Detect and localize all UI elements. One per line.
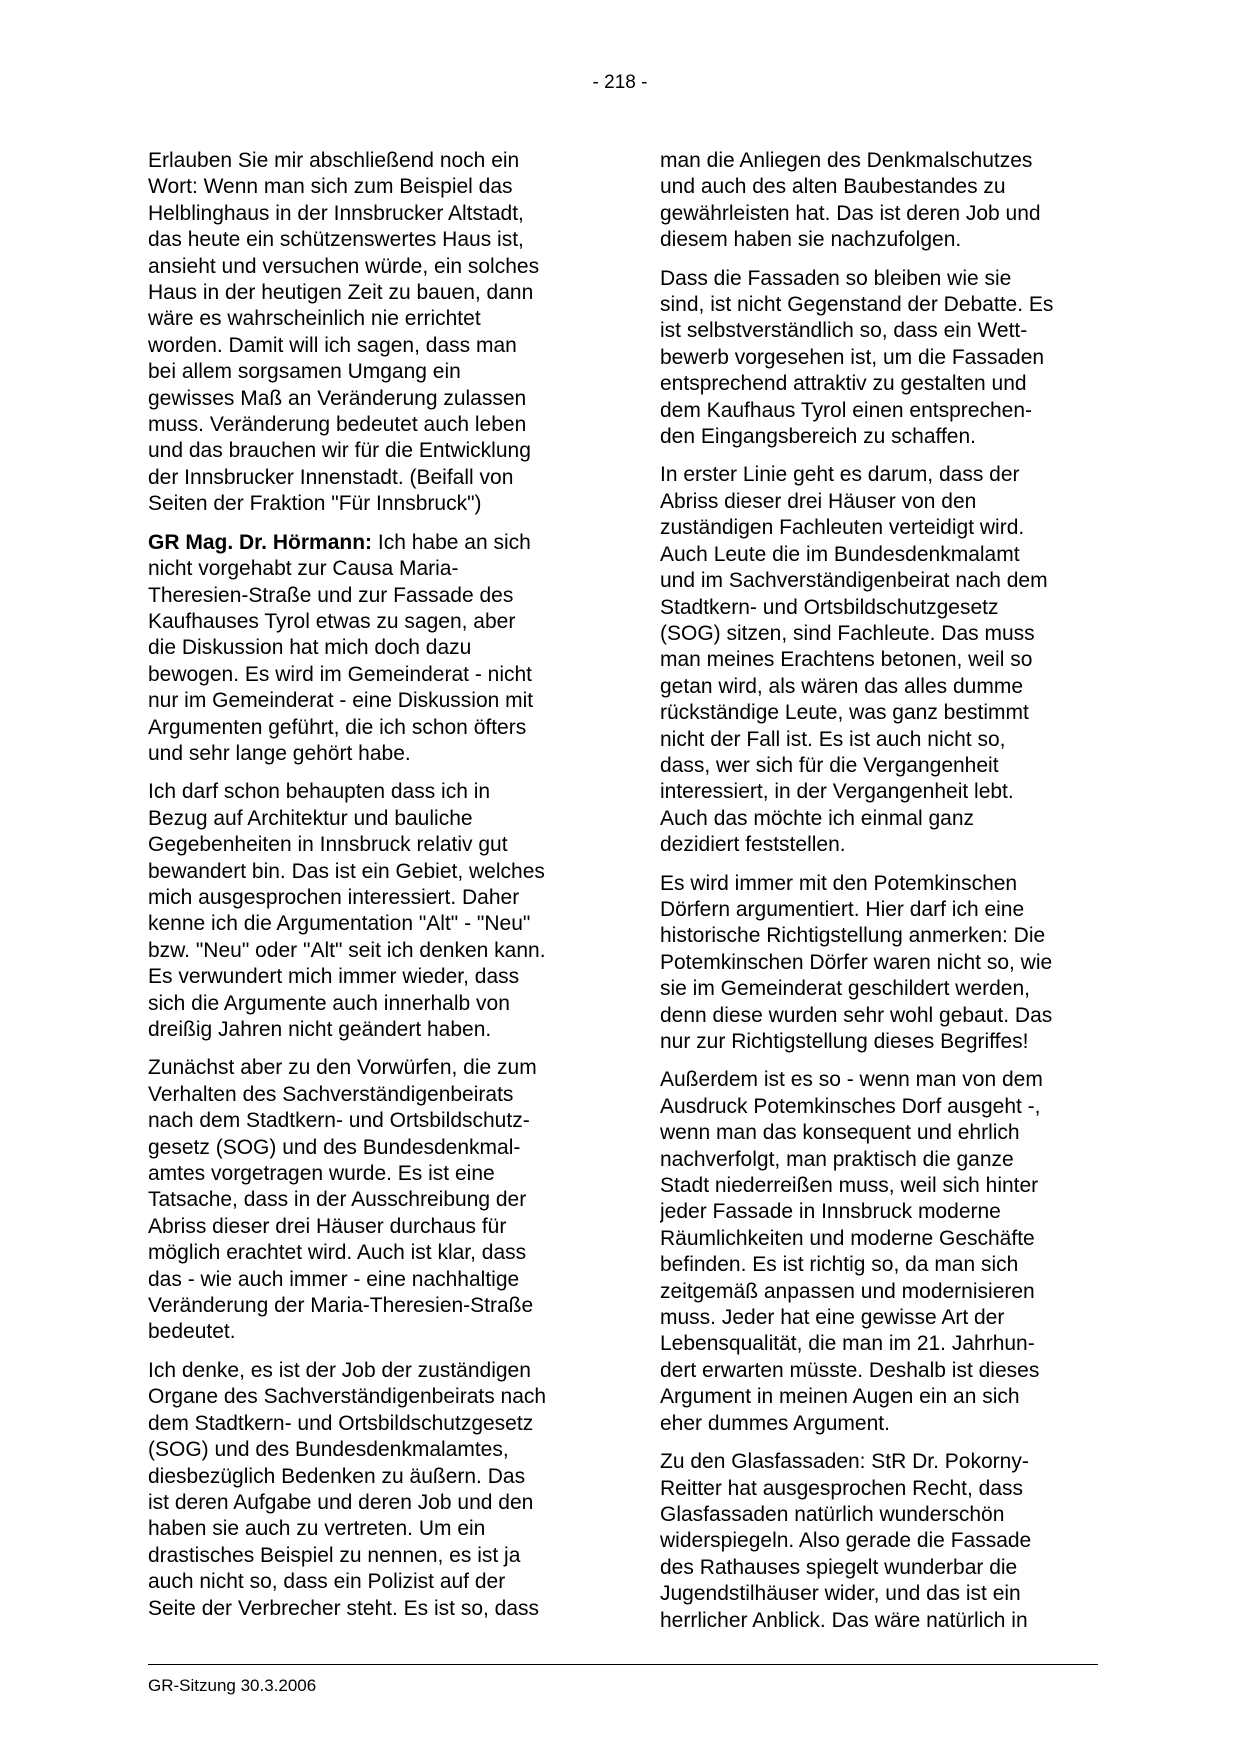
text-line: Auch Leute die im Bundesdenkmalamt — [660, 542, 1020, 566]
paragraph — [148, 1358, 594, 1622]
text-line: dreißig Jahren nicht geändert haben. — [148, 1018, 492, 1041]
text-line: Theresien-Straße und zur Fassade des — [148, 583, 514, 607]
text-line: der Innsbrucker Innenstadt. (Beifall von — [148, 465, 514, 489]
paragraph — [148, 1055, 594, 1345]
text-line: dert erwarten müsste. Deshalb ist dieses — [660, 1358, 1040, 1382]
text-line: sie im Gemeinderat geschildert werden, — [660, 977, 1031, 1001]
text-line: den Eingangsbereich zu schaffen. — [660, 425, 977, 449]
text-line: nach dem Stadtkern- und Ortsbildschutz- — [148, 1109, 530, 1133]
text-line: rückständige Leute, was ganz bestimmt — [660, 701, 1029, 725]
text-line: ist selbstverständlich so, dass ein Wett- — [660, 319, 1028, 343]
text-line: und das brauchen wir für die Entwicklung — [148, 439, 531, 463]
text-line: man die Anliegen des Denkmalschutzes — [660, 149, 1033, 172]
text-line: bewogen. Es wird im Gemeinderat - nicht — [148, 662, 532, 686]
text-line: drastisches Beispiel zu nennen, es ist ja — [148, 1543, 521, 1567]
text-line: wäre es wahrscheinlich nie errichtet — [148, 307, 481, 331]
text-line: diesbezüglich Bedenken zu äußern. Das — [148, 1464, 526, 1488]
footer-divider — [148, 1664, 1098, 1665]
text-line: gesetz (SOG) und des Bundesdenkmal- — [148, 1135, 521, 1159]
text-line: entsprechend attraktiv zu gestalten und — [660, 372, 1027, 396]
text-line: Ich darf schon behaupten dass ich in — [148, 780, 491, 804]
paragraph — [660, 148, 1106, 254]
text-line: Helblinghaus in der Innsbrucker Altstadt, — [148, 201, 524, 225]
text-line: nicht der Fall ist. Es ist auch nicht so, — [660, 727, 1006, 751]
speaker-line — [148, 530, 594, 556]
text-line: auch nicht so, dass ein Polizist auf der — [148, 1570, 506, 1594]
text-line: und im Sachverständigenbeirat nach dem — [660, 569, 1048, 593]
text-line: Dörfern argumentiert. Hier darf ich eine — [660, 897, 1025, 921]
text-line: Argument in meinen Augen ein an sich — [660, 1385, 1020, 1409]
paragraph — [660, 266, 1106, 451]
text-line: jeder Fassade in Innsbruck moderne — [660, 1200, 1001, 1224]
text-line: Tatsache, dass in der Ausschreibung der — [148, 1188, 527, 1212]
text-line: muss. Jeder hat eine gewisse Art der — [660, 1306, 1005, 1330]
text-line: und auch des alten Baubestandes zu — [660, 175, 1006, 199]
text-line: Ich denke, es ist der Job der zuständigen — [148, 1358, 531, 1382]
text-line: Auch das möchte ich einmal ganz — [660, 806, 975, 830]
text-line: dass, wer sich für die Vergangenheit — [660, 753, 999, 777]
text-line: Wort: Wenn man sich zum Beispiel das — [148, 175, 513, 199]
speaker-name: GR Mag. Dr. Hörmann: — [148, 530, 373, 554]
text-line: diesem haben sie nachzufolgen. — [660, 228, 962, 252]
text-line: historische Richtigstellung anmerken: Die — [660, 924, 1046, 948]
left-column — [148, 148, 594, 1628]
text-line: gewisses Maß an Veränderung zulassen — [148, 386, 527, 410]
text-line: Zu den Glasfassaden: StR Dr. Pokorny- — [660, 1450, 1029, 1474]
text-line: das heute ein schützenswertes Haus ist, — [148, 228, 524, 252]
text-line: Es verwundert mich immer wieder, dass — [148, 965, 520, 989]
paragraph — [660, 1449, 1106, 1628]
paragraph — [660, 1067, 1106, 1437]
text-line: möglich erachtet wird. Auch ist klar, dass — [148, 1241, 527, 1265]
text-line: dem Kaufhaus Tyrol einen entsprechen- — [660, 398, 1033, 422]
text-line: bewerb vorgesehen ist, um die Fassaden — [660, 345, 1045, 369]
text-line: zeitgemäß anpassen und modernisieren — [660, 1279, 1035, 1303]
text-line: des Rathauses spiegelt wunderbar die — [660, 1555, 1018, 1579]
text-line: Zunächst aber zu den Vorwürfen, die zum — [148, 1056, 537, 1080]
paragraph — [148, 148, 594, 518]
text-line: dezidiert feststellen. — [660, 833, 846, 857]
text-line: ansieht und versuchen würde, ein solches — [148, 254, 540, 278]
text-line: Stadtkern- und Ortsbildschutzgesetz — [660, 595, 999, 619]
text-line: nur im Gemeinderat - eine Diskussion mit — [148, 689, 534, 713]
text-line: Organe des Sachverständigenbeirats nach — [148, 1385, 547, 1409]
footer-session-date: GR-Sitzung 30.3.2006 — [148, 1676, 317, 1695]
text-line: Potemkinschen Dörfer waren nicht so, wie — [660, 950, 1053, 974]
text-line: Es wird immer mit den Potemkinschen — [660, 871, 1018, 895]
text-line: Abriss dieser drei Häuser durchaus für — [148, 1214, 507, 1238]
text-line: zuständigen Fachleuten verteidigt wird. — [660, 516, 1025, 540]
speaker-line-text: Ich habe an sich — [372, 530, 531, 554]
text-line: amtes vorgetragen wurde. Es ist eine — [148, 1162, 495, 1186]
text-line: nachverfolgt, man praktisch die ganze — [660, 1147, 1014, 1171]
text-line: (SOG) und des Bundesdenkmalamtes, — [148, 1438, 509, 1462]
text-line: bzw. "Neu" oder "Alt" seit ich denken kann. — [148, 938, 546, 962]
text-line: Argumenten geführt, die ich schon öfters — [148, 715, 527, 739]
text-line: die Diskussion hat mich doch dazu — [148, 636, 472, 660]
text-line: eher dummes Argument. — [660, 1411, 890, 1435]
text-line: mich ausgesprochen interessiert. Daher — [148, 885, 520, 909]
text-line: Glasfassaden natürlich wunderschön — [660, 1502, 1005, 1526]
text-line: gewährleisten hat. Das ist deren Job und — [660, 201, 1041, 225]
text-line: befinden. Es ist richtig so, da man sich — [660, 1253, 1019, 1277]
text-line: Räumlichkeiten und moderne Geschäfte — [660, 1226, 1035, 1250]
text-line: sich die Argumente auch innerhalb von — [148, 991, 510, 1015]
text-line: nicht vorgehabt zur Causa Maria- — [148, 557, 459, 581]
text-line: denn diese wurden sehr wohl gebaut. Das — [660, 1003, 1053, 1027]
text-line: Reitter hat ausgesprochen Recht, dass — [660, 1476, 1024, 1500]
page-number: - 218 - — [592, 72, 648, 93]
text-line: Veränderung der Maria-Theresien-Straße — [148, 1294, 534, 1318]
text-line: Abriss dieser drei Häuser von den — [660, 489, 977, 513]
text-line: In erster Linie geht es darum, dass der — [660, 463, 1020, 487]
text-line: wenn man das konsequent und ehrlich — [660, 1121, 1020, 1145]
text-line: Haus in der heutigen Zeit zu bauen, dann — [148, 281, 534, 305]
paragraph — [148, 779, 594, 1043]
text-line: und sehr lange gehört habe. — [148, 741, 411, 765]
text-line: Stadt niederreißen muss, weil sich hinter — [660, 1174, 1039, 1198]
text-line: (SOG) sitzen, sind Fachleute. Das muss — [660, 621, 1035, 645]
text-line: worden. Damit will ich sagen, dass man — [148, 333, 517, 357]
text-line: bedeutet. — [148, 1320, 236, 1344]
text-line: Erlauben Sie mir abschließend noch ein — [148, 149, 520, 172]
text-line: ist deren Aufgabe und deren Job und den — [148, 1490, 534, 1514]
text-line: Dass die Fassaden so bleiben wie sie — [660, 266, 1012, 290]
text-line: Seiten der Fraktion "Für Innsbruck") — [148, 492, 482, 516]
text-line: Bezug auf Architektur und bauliche — [148, 806, 473, 830]
text-line: Jugendstilhäuser wider, und das ist ein — [660, 1582, 1021, 1606]
text-line: Lebensqualität, die man im 21. Jahrhun- — [660, 1332, 1035, 1356]
text-line: muss. Veränderung bedeutet auch leben — [148, 413, 527, 437]
right-column — [660, 148, 1106, 1628]
text-line: dem Stadtkern- und Ortsbildschutzgesetz — [148, 1411, 534, 1435]
text-line: sind, ist nicht Gegenstand der Debatte. Es — [660, 293, 1054, 317]
text-line: kenne ich die Argumentation "Alt" - "Neu" — [148, 912, 531, 936]
text-line: interessiert, in der Vergangenheit lebt. — [660, 780, 1014, 804]
text-line: Seite der Verbrecher steht. Es ist so, dass — [148, 1596, 540, 1620]
text-line: getan wird, als wären das alles dumme — [660, 674, 1024, 698]
text-line: Verhalten des Sachverständigenbeirats — [148, 1082, 514, 1106]
text-line: Ausdruck Potemkinsches Dorf ausgeht -, — [660, 1094, 1041, 1118]
text-line: Gegebenheiten in Innsbruck relativ gut — [148, 833, 508, 857]
text-line: das - wie auch immer - eine nachhaltige — [148, 1267, 520, 1291]
text-line: haben sie auch zu vertreten. Um ein — [148, 1517, 486, 1541]
text-line: bewandert bin. Das ist ein Gebiet, welches — [148, 859, 545, 883]
text-line: herrlicher Anblick. Das wäre natürlich in — [660, 1608, 1028, 1628]
paragraph — [660, 871, 1106, 1056]
text-line: Kaufhauses Tyrol etwas zu sagen, aber — [148, 609, 516, 633]
text-line: man meines Erachtens betonen, weil so — [660, 648, 1033, 672]
text-line: bei allem sorgsamen Umgang ein — [148, 360, 461, 384]
text-line: nur zur Richtigstellung dieses Begriffes! — [660, 1030, 1029, 1053]
text-line: Außerdem ist es so - wenn man von dem — [660, 1068, 1043, 1092]
text-line: widerspiegeln. Also gerade die Fassade — [660, 1529, 1032, 1553]
paragraph — [148, 530, 594, 768]
paragraph — [660, 462, 1106, 858]
